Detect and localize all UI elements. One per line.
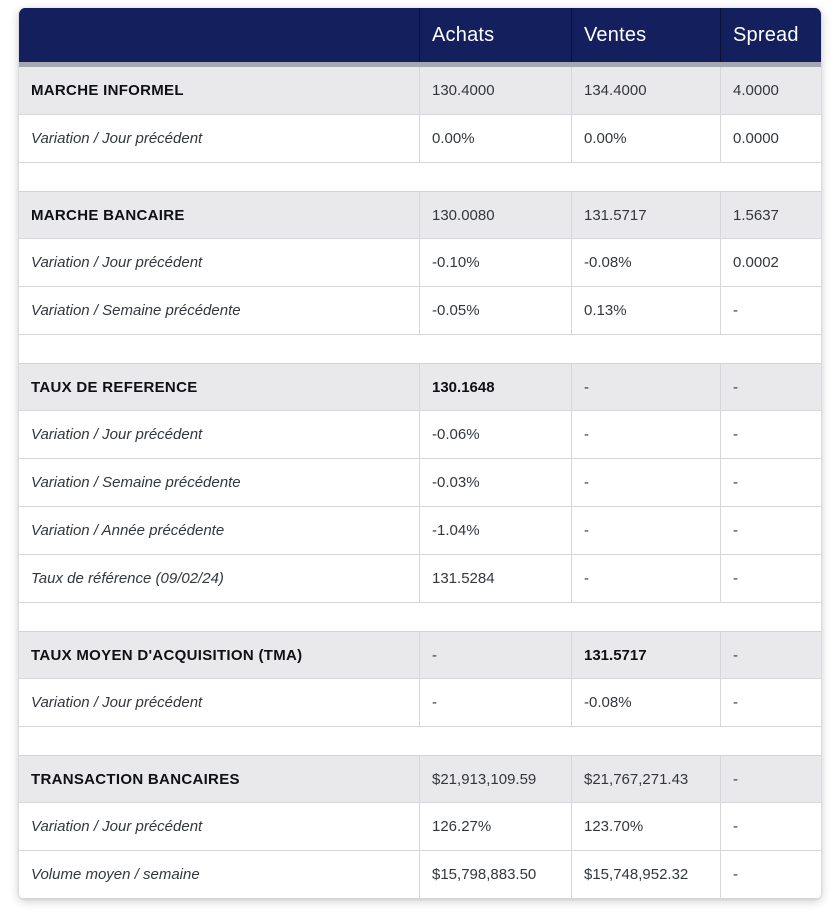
cell-achats: $15,798,883.50 (419, 851, 571, 898)
cell-ventes: -0.08% (571, 679, 720, 726)
section-header-row-tma (19, 631, 821, 679)
row-label: Variation / Jour précédent (31, 426, 203, 443)
section-header-row-marche-informel (19, 67, 821, 115)
section-title: MARCHE INFORMEL (31, 82, 184, 99)
cell-ventes: - (571, 411, 720, 458)
row-label: Variation / Semaine précédente (31, 302, 241, 319)
cell-ventes: - (571, 459, 720, 506)
cell-spread: - (720, 803, 821, 850)
section-gap (19, 335, 821, 363)
cell-ventes: - (571, 555, 720, 602)
cell-achats: - (419, 679, 571, 726)
row-label: Variation / Année précédente (31, 522, 225, 539)
column-header-empty (19, 8, 419, 62)
row-label: Variation / Jour précédent (31, 130, 203, 147)
column-header-achats: Achats (419, 8, 571, 62)
cell-spread: 0.0002 (720, 239, 821, 286)
cell-spread: - (720, 851, 821, 898)
cell-ventes: - (571, 364, 720, 410)
cell-achats: 131.5284 (419, 555, 571, 602)
cell-ventes: -0.08% (571, 239, 720, 286)
data-row (19, 459, 821, 507)
section-gap (19, 727, 821, 755)
cell-spread: - (720, 364, 821, 410)
cell-ventes: $21,767,271.43 (571, 756, 720, 802)
section-title: TAUX DE REFERENCE (31, 378, 198, 396)
cell-ventes: 134.4000 (571, 67, 720, 114)
cell-spread: - (720, 411, 821, 458)
data-row (19, 803, 821, 851)
row-label: Variation / Jour précédent (31, 694, 203, 711)
row-label: Variation / Semaine précédente (31, 474, 241, 491)
cell-ventes: 131.5717 (571, 632, 720, 678)
exchange-rates-table (18, 8, 822, 900)
cell-achats: 0.00% (419, 115, 571, 162)
cell-achats: -0.06% (419, 411, 571, 458)
cell-spread: 1.5637 (720, 192, 821, 238)
cell-spread: - (720, 679, 821, 726)
cell-spread: 4.0000 (720, 67, 821, 114)
section-header-row-marche-bancaire (19, 191, 821, 239)
row-label: Taux de référence (09/02/24) (31, 570, 224, 587)
cell-spread: - (720, 459, 821, 506)
cell-achats: -0.05% (419, 287, 571, 334)
cell-achats: $21,913,109.59 (419, 756, 571, 802)
cell-achats: 130.0080 (419, 192, 571, 238)
data-row (19, 115, 821, 163)
cell-ventes: $15,748,952.32 (571, 851, 720, 898)
section-title: MARCHE BANCAIRE (31, 206, 185, 224)
section-title: TAUX MOYEN D'ACQUISITION (TMA) (31, 646, 303, 664)
cell-spread: - (720, 507, 821, 554)
cell-ventes: 131.5717 (571, 192, 720, 238)
section-header-row-transaction-bancaires (19, 755, 821, 803)
data-row (19, 555, 821, 603)
table-header-row (19, 8, 821, 62)
cell-achats: 130.1648 (419, 364, 571, 410)
cell-ventes: 123.70% (571, 803, 720, 850)
cell-spread: - (720, 287, 821, 334)
data-row (19, 411, 821, 459)
cell-spread: 0.0000 (720, 115, 821, 162)
cell-achats: -0.10% (419, 239, 571, 286)
cell-ventes: 0.13% (571, 287, 720, 334)
data-row (19, 239, 821, 287)
row-label: Variation / Jour précédent (31, 254, 203, 271)
column-header-spread: Spread (720, 8, 821, 62)
cell-achats: 126.27% (419, 803, 571, 850)
column-header-ventes: Ventes (571, 8, 720, 62)
cell-achats: -1.04% (419, 507, 571, 554)
cell-spread: - (720, 632, 821, 678)
cell-ventes: - (571, 507, 720, 554)
section-title: TRANSACTION BANCAIRES (31, 770, 240, 788)
section-gap (19, 603, 821, 631)
data-row (19, 679, 821, 727)
row-label: Volume moyen / semaine (31, 866, 200, 883)
cell-ventes: 0.00% (571, 115, 720, 162)
section-header-row-taux-de-reference (19, 363, 821, 411)
row-label: Variation / Jour précédent (31, 818, 203, 835)
data-row (19, 507, 821, 555)
cell-achats: -0.03% (419, 459, 571, 506)
cell-spread: - (720, 555, 821, 602)
cell-spread: - (720, 756, 821, 802)
cell-achats: - (419, 632, 571, 678)
section-gap (19, 163, 821, 191)
data-row (19, 851, 821, 899)
cell-achats: 130.4000 (419, 67, 571, 114)
data-row (19, 287, 821, 335)
